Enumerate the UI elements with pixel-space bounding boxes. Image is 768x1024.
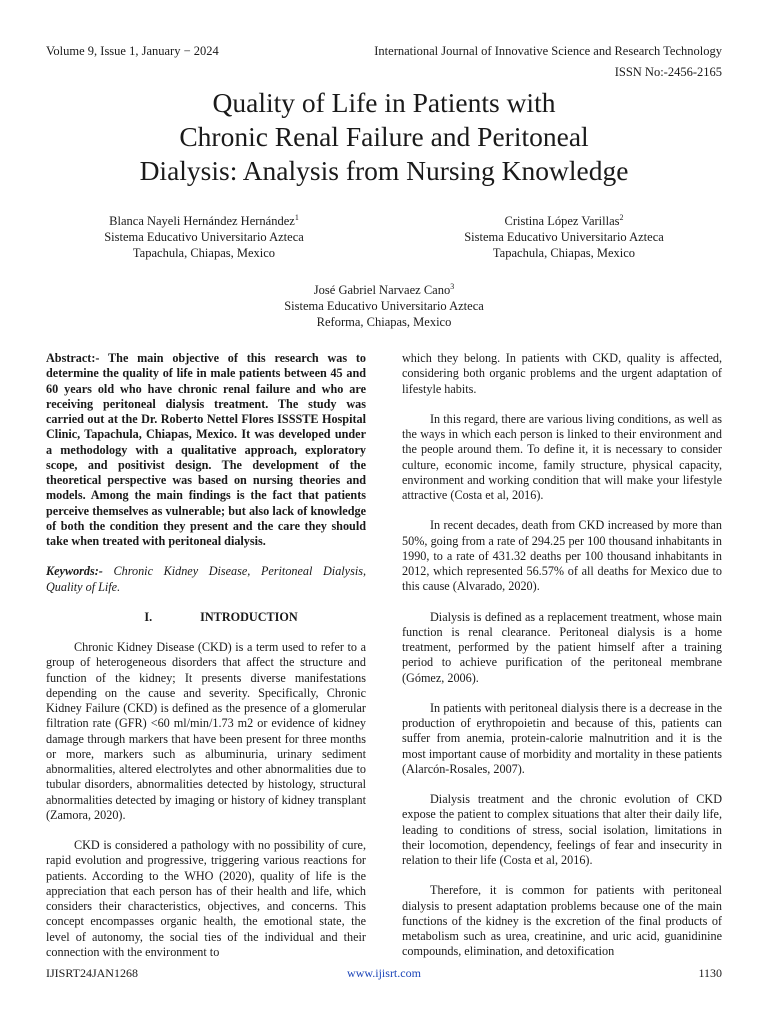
left-column (46, 351, 366, 960)
author-block-2 (406, 213, 722, 261)
footer-page-number: 1130 (698, 966, 722, 980)
author-sup: 3 (450, 281, 455, 291)
author-sup: 1 (294, 212, 299, 222)
title-line: Chronic Renal Failure and Peritoneal (179, 121, 589, 152)
footer-code: IJISRT24JAN1268 (46, 966, 138, 980)
author-location: Tapachula, Chiapas, Mexico (492, 246, 636, 260)
section-number: I. (144, 609, 153, 624)
paragraph: In this regard, there are various living conditions, as well as the ways in which each person is linked to their environment and the people around them. To define it, it is necessary to consider culture, economic income, family structure, physical capacity, environment and working condition that will make your lifestyle attractive (Costa et al, 2016). (402, 411, 722, 502)
author-name: Cristina López Varillas (504, 214, 620, 228)
paper-title (0, 86, 768, 188)
header-volume: Volume 9, Issue 1, January − 2024 (46, 44, 219, 58)
paragraph: Therefore, it is common for patients with peritoneal dialysis to present adaptation problems because one of the main functions of the kidney is the excretion of the final products of metabolism such as urea, creatinine, and uric acid, guanidinine compounds, elimination, and detoxification (402, 883, 722, 959)
paragraph: CKD is considered a pathology with no possibility of cure, rapid evolution and progressive, triggering various reactions for patients. According to the WHO (2020), quality of life is the appreciation that each person has of their health and life, which considers their characteristics, objectives, and concerns. This concept encompasses organic health, the emotional state, the level of autonomy, the social ties of the individual and their connection with the environment to (46, 838, 366, 959)
paragraph: Dialysis is defined as a replacement treatment, whose main function is renal clearance. Peritoneal dialysis is a home treatment, performed by the patient himself after a training period to achieve purification of the peritoneal membrane (Gómez, 2006). (402, 609, 722, 685)
title-line: Quality of Life in Patients with (212, 87, 556, 118)
keywords-text: Chronic Kidney Disease, Peritoneal Dialysis, Quality of Life. (46, 564, 367, 594)
section-heading (76, 610, 366, 625)
author-affiliation: Sistema Educativo Universitario Azteca (284, 299, 484, 313)
footer-url-link[interactable]: www.ijisrt.com (347, 966, 421, 980)
paragraph: Chronic Kidney Disease (CKD) is a term used to refer to a group of heterogeneous disorders that affect the structure and function of the kidney; It presents diverse manifestations depending on the cause and severity. Specifically, Chronic Kidney Failure (CKD) is defined as the presence of a glomerular filtration rate (GFR) <60 ml/min/1.73 m2 or evidence of kidney damage through markers that have been present for three months or more, markers such as albuminuria, urinary sediment abnormalities, altered electrolytes and other abnormalities due to tubular disorders, abnormalities detected by histology, structural abnormalities detected by imaging or history of kidney transplant (Zamora, 2020). (46, 640, 366, 822)
paragraph: In recent decades, death from CKD increased by more than 50%, going from a rate of 294.25 per 100 thousand inhabitants in 1990, to a rate of 431.32 deaths per 100 thousand inhabitants in 2012, which represented 56.57% of all deaths for Mexico due to this cause (Alvarado, 2020). (402, 518, 722, 594)
title-line: Dialysis: Analysis from Nursing Knowledge (139, 155, 629, 186)
abstract (46, 351, 366, 549)
paragraph: Dialysis treatment and the chronic evolution of CKD expose the patient to complex situations that alter their daily life, leading to conditions of stress, social isolation, limitations in their locomotion, dependency, feelings of fear and insecurity in relation to their life (Costa et al, 2016). (402, 792, 722, 867)
abstract-label: Abstract:- (46, 351, 100, 365)
author-location: Tapachula, Chiapas, Mexico (132, 246, 276, 260)
author-affiliation: Sistema Educativo Universitario Azteca (464, 230, 664, 244)
author-location: Reforma, Chiapas, Mexico (316, 315, 452, 329)
author-block-3 (184, 282, 584, 330)
author-sup: 2 (619, 212, 624, 222)
header-issn: ISSN No:-2456-2165 (614, 65, 722, 79)
author-block-1 (46, 213, 362, 261)
keywords-label: Keywords:- (46, 564, 103, 579)
header-journal: International Journal of Innovative Science and Research Technology (374, 44, 722, 58)
keywords (46, 564, 366, 595)
author-name: José Gabriel Narvaez Cano (313, 283, 451, 297)
author-name: Blanca Nayeli Hernández Hernández (109, 214, 295, 228)
right-column (402, 351, 722, 960)
section-title: INTRODUCTION (200, 609, 298, 624)
paragraph: which they belong. In patients with CKD, quality is affected, considering both organic problems and the urgent adaptation of lifestyle habits. (402, 351, 722, 396)
paragraph: In patients with peritoneal dialysis there is a decrease in the production of erythropoietin and because of this, patients can suffer from anemia, protein-calorie malnutrition and it is the most important cause of morbidity and mortality in these patients (Alarcón-Rosales, 2007). (402, 700, 722, 776)
abstract-text: The main objective of this research was to determine the quality of life in male patients between 45 and 60 years old who have chronic renal failure and who are receiving peritoneal dialysis treatment. The study was carried out at the Dr. Roberto Nettel Flores ISSSTE Hospital Clinic, Tapachula, Chiapas, Mexico. It was developed under a methodology with a qualitative approach, exploratory scope, and positivist design. The development of the theoretical perspective was based on nursing theories and models. Among the main findings is the fact that patients perceive themselves as vulnerable; but also lack of knowledge of both the condition they present and the care they should take when treated with peritoneal dialysis. (46, 351, 366, 548)
author-affiliation: Sistema Educativo Universitario Azteca (104, 230, 304, 244)
